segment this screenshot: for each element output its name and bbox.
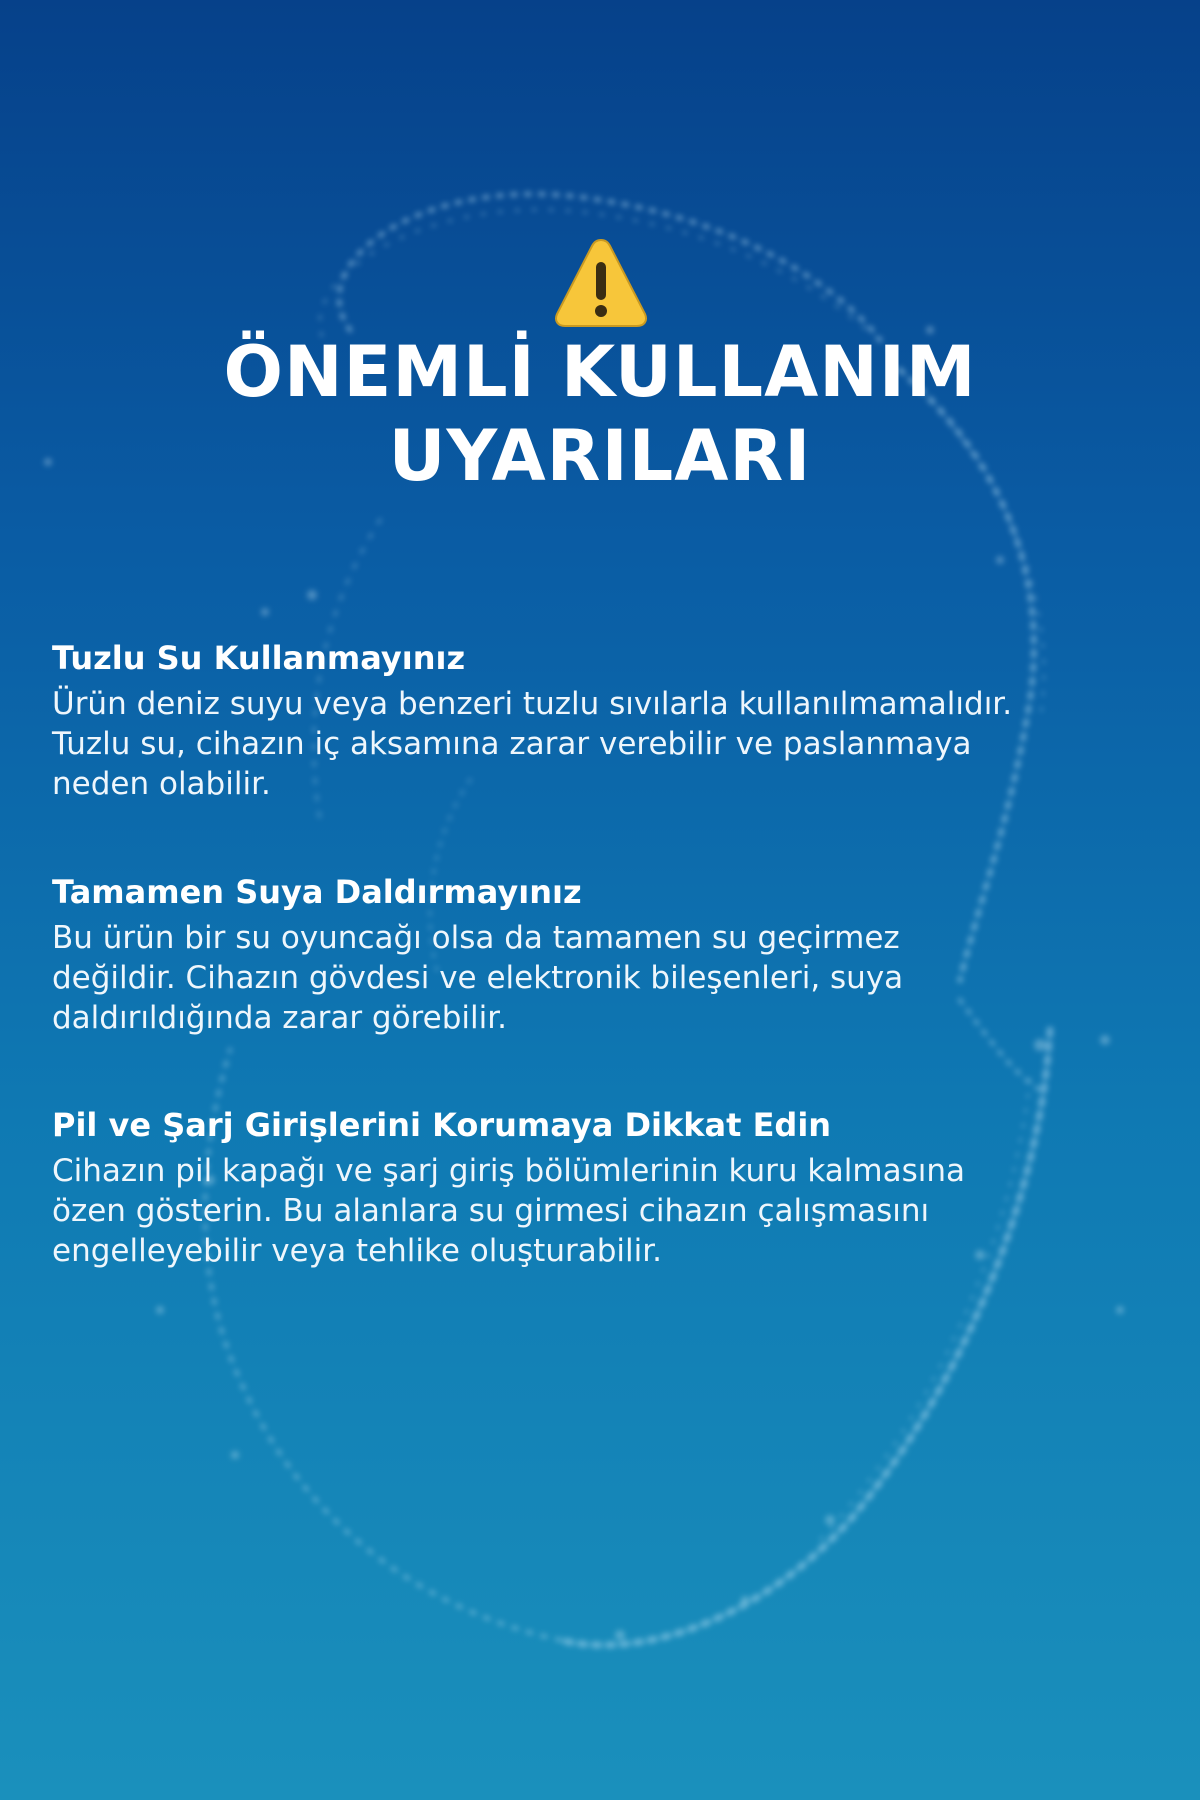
- section-text-line: Cihazın pil kapağı ve şarj giriş bölümlerinin kuru kalmasına: [52, 1153, 965, 1189]
- title-line-1: ÖNEMLİ KULLANIM: [223, 331, 977, 413]
- section-text-line: neden olabilir.: [52, 766, 271, 802]
- section-text-line: engelleyebilir veya tehlike oluşturabilir.: [52, 1233, 662, 1269]
- warning-section-salt-water: [52, 636, 1172, 804]
- section-heading: Tamamen Suya Daldırmayınız: [52, 873, 582, 911]
- section-heading: Pil ve Şarj Girişlerini Korumaya Dikkat Edin: [52, 1106, 832, 1144]
- section-text-line: Bu ürün bir su oyuncağı olsa da tamamen su geçirmez: [52, 920, 900, 956]
- section-heading: Tuzlu Su Kullanmayınız: [52, 639, 466, 677]
- section-text-line: daldırıldığında zarar görebilir.: [52, 1000, 507, 1036]
- section-text-line: Ürün deniz suyu veya benzeri tuzlu sıvılarla kullanılmamalıdır.: [52, 686, 1013, 722]
- warning-section-submersion: [52, 870, 1172, 1038]
- section-text-line: özen gösterin. Bu alanlara su girmesi cihazın çalışmasını: [52, 1193, 930, 1229]
- page-title: [0, 330, 1200, 498]
- warning-section-battery-charging: [52, 1103, 1172, 1271]
- warning-icon: [553, 236, 649, 330]
- title-line-2: UYARILARI: [388, 415, 812, 497]
- section-text-line: Tuzlu su, cihazın iç aksamına zarar verebilir ve paslanmaya: [52, 726, 972, 762]
- section-text-line: değildir. Cihazın gövdesi ve elektronik bileşenleri, suya: [52, 960, 904, 996]
